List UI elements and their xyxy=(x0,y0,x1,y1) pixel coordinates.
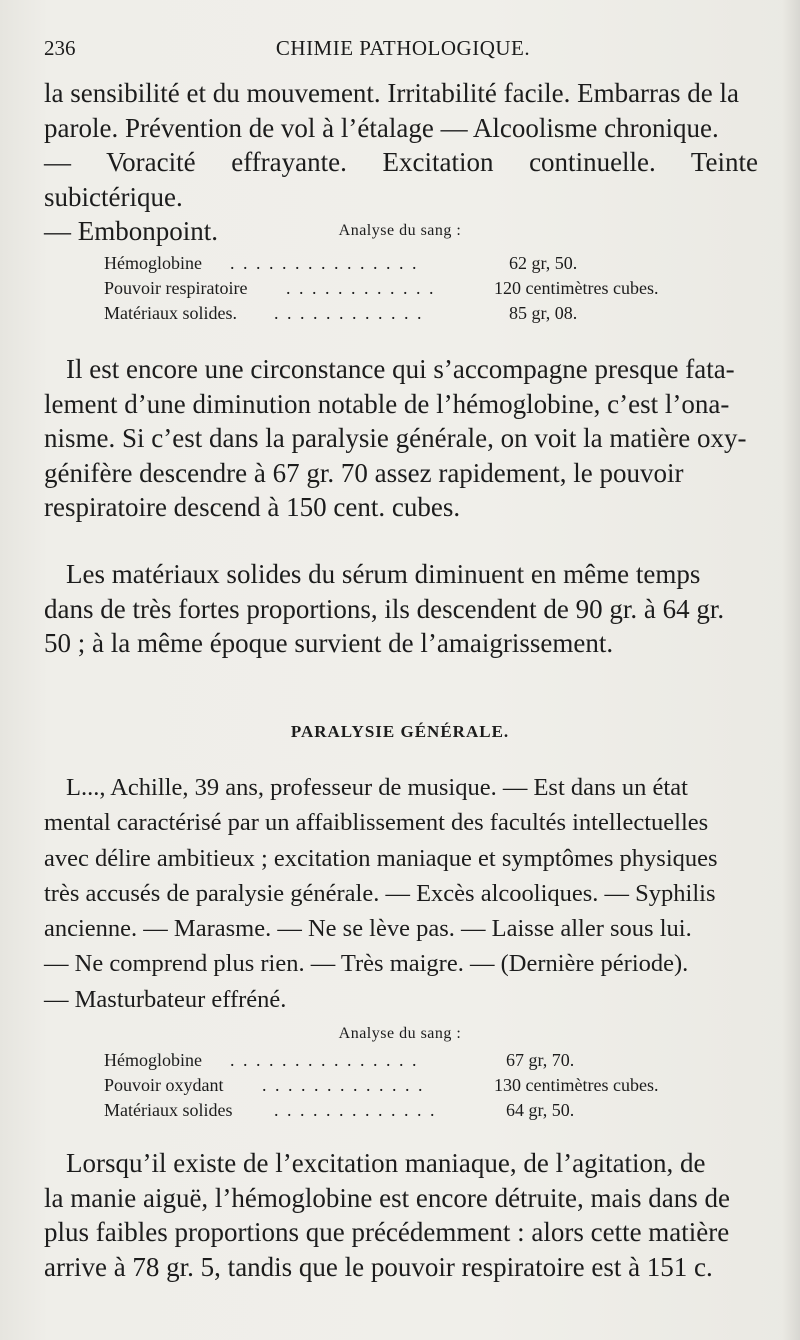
text-line: — Voracité effrayante. Excitation continuelle. Teinte subictérique. xyxy=(44,147,758,212)
text-line: — Masturbateur effréné. xyxy=(44,985,287,1013)
text-line: la manie aiguë, l’hémoglobine est encore détruite, mais dans de xyxy=(44,1182,731,1213)
analysis-row-respiratory-power xyxy=(104,278,704,303)
text-line: L..., Achille, 39 ans, professeur de musique. — Est dans un état xyxy=(66,774,688,801)
analysis-value: 85 gr, 08. xyxy=(509,303,578,323)
analysis-caption: Analyse du sang : xyxy=(338,1025,462,1042)
paragraph-onanism xyxy=(44,352,758,525)
analysis-label: Matériaux solides xyxy=(104,1100,233,1120)
analysis-value: 130 centimètres cubes. xyxy=(494,1075,659,1095)
leader-dots: . . . . . . . . . . . . xyxy=(286,278,436,298)
text-line: Les matériaux solides du sérum diminuent en même temps xyxy=(66,559,701,589)
analysis-value: 67 gr, 70. xyxy=(506,1050,575,1070)
text-line: arrive à 78 gr. 5, tandis que le pouvoir respiratoire est à 151 c. xyxy=(44,1251,713,1282)
analysis-value: 64 gr, 50. xyxy=(506,1100,575,1120)
text-line: génifère descendre à 67 gr. 70 assez rapidement, le pouvoir xyxy=(44,457,684,488)
leader-dots: . . . . . . . . . . . . . xyxy=(262,1075,425,1095)
analysis-value: 62 gr, 50. xyxy=(509,253,578,273)
leader-dots: . . . . . . . . . . . . . xyxy=(274,1100,437,1120)
paragraph-case-report xyxy=(44,770,758,1017)
analysis-caption: Analyse du sang : xyxy=(338,222,462,239)
text-line: parole. Prévention de vol à l’étalage — Alcoolisme chronique. xyxy=(44,112,719,143)
analysis-label: Matériaux solides. xyxy=(104,303,237,323)
analysis-row-oxidizing-power xyxy=(104,1075,704,1100)
analysis-label: Hémoglobine xyxy=(104,253,202,273)
page-edge-shadow xyxy=(782,0,800,1340)
text-line: avec délire ambitieux ; excitation maniaque et symptômes physiques xyxy=(44,844,718,872)
leader-dots: . . . . . . . . . . . . . . . xyxy=(230,253,419,273)
analysis-row-hemoglobin xyxy=(104,253,704,278)
paragraph-solid-materials xyxy=(44,557,758,661)
blood-analysis-table xyxy=(104,1050,704,1125)
text-line: très accusés de paralysie générale. — Excès alcooliques. — Syphilis xyxy=(44,879,716,907)
text-line: Il est encore une circonstance qui s’accompagne presque fata- xyxy=(66,354,735,384)
text-line: — Ne comprend plus rien. — Très maigre. — (Dernière période). xyxy=(44,950,689,978)
text-line: nisme. Si c’est dans la paralysie générale, on voit la matière oxy- xyxy=(44,423,747,453)
analysis-value: 120 centimètres cubes. xyxy=(494,278,659,298)
text-line: plus faibles proportions que précédemment : alors cette matière xyxy=(44,1217,730,1247)
analysis-label: Pouvoir oxydant xyxy=(104,1075,224,1095)
text-line: la sensibilité et du mouvement. Irritabilité facile. Embarras de la xyxy=(44,78,739,108)
analysis-label: Hémoglobine xyxy=(104,1050,202,1070)
text-line: lement d’une diminution notable de l’hémoglobine, c’est l’ona- xyxy=(44,388,730,419)
blood-analysis-table xyxy=(104,253,704,328)
section-title: PARALYSIE GÉNÉRALE. xyxy=(290,722,510,741)
analysis-row-solid-materials xyxy=(104,303,704,328)
text-line: dans de très fortes proportions, ils descendent de 90 gr. à 64 gr. xyxy=(44,593,725,624)
page-number: 236 xyxy=(44,36,76,60)
analysis-row-hemoglobin xyxy=(104,1050,704,1075)
text-line: — Embonpoint. xyxy=(44,216,218,246)
paragraph-maniac-excitation xyxy=(44,1146,758,1284)
analysis-label: Pouvoir respiratoire xyxy=(104,278,248,298)
page-header xyxy=(44,36,762,66)
text-line: ancienne. — Marasme. — Ne se lève pas. — Laisse aller sous lui. xyxy=(44,915,692,943)
running-title: CHIMIE PATHOLOGIQUE. xyxy=(275,36,531,60)
text-line: mental caractérisé par un affaiblissement des facultés intellectuelles xyxy=(44,809,709,837)
text-line: respiratoire descend à 150 cent. cubes. xyxy=(44,492,461,522)
leader-dots: . . . . . . . . . . . . . . . xyxy=(230,1050,419,1070)
analysis-row-solid-materials xyxy=(104,1100,704,1125)
leader-dots: . . . . . . . . . . . . xyxy=(274,303,424,323)
text-line: 50 ; à la même époque survient de l’amaigrissement. xyxy=(44,628,614,658)
text-line: Lorsqu’il existe de l’excitation maniaque, de l’agitation, de xyxy=(66,1148,706,1178)
